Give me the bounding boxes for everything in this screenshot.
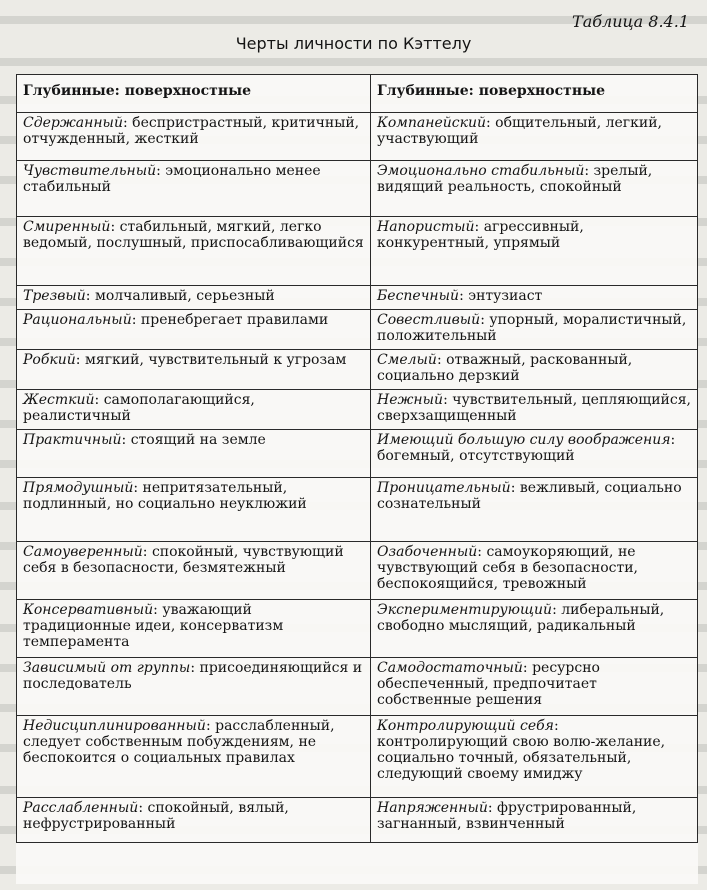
trait-description: общительный, легкий, участвующий xyxy=(377,115,663,147)
trait-cell-right xyxy=(371,217,698,286)
table-row xyxy=(17,161,698,217)
trait-separator: : xyxy=(94,392,104,408)
trait-term: Озабоченный xyxy=(377,544,478,560)
table-row xyxy=(17,716,698,798)
trait-description: вежливый, социально сознательный xyxy=(377,480,682,512)
trait-term: Жесткий xyxy=(23,392,95,408)
trait-description: отважный, раскованный, социально дерзкий xyxy=(377,352,633,384)
trait-cell-right xyxy=(371,390,698,430)
trait-separator: : xyxy=(138,800,148,816)
trait-term: Самодостаточный xyxy=(377,660,523,676)
table-row xyxy=(17,217,698,286)
trait-term: Напористый xyxy=(377,219,475,235)
trait-description: спокойный, вялый, нефрустрированный xyxy=(23,800,289,832)
trait-cell-left xyxy=(17,310,371,350)
table-row xyxy=(17,350,698,390)
table-row xyxy=(17,390,698,430)
trait-cell-left xyxy=(17,113,371,161)
table-row xyxy=(17,798,698,843)
trait-cell-left xyxy=(17,600,371,658)
table-row xyxy=(17,658,698,716)
trait-cell-right xyxy=(371,600,698,658)
trait-term: Зависимый от группы xyxy=(23,660,191,676)
trait-term: Сдержанный xyxy=(23,115,123,131)
trait-description: агрессивный, конкурентный, упрямый xyxy=(377,219,584,251)
header-right: Глубинные: поверхностные xyxy=(371,75,698,113)
trait-cell-right xyxy=(371,716,698,798)
trait-term: Прямодушный xyxy=(23,480,134,496)
trait-cell-right xyxy=(371,430,698,478)
trait-term: Самоуверенный xyxy=(23,544,143,560)
trait-term: Эмоционально стабильный xyxy=(377,163,585,179)
table-row xyxy=(17,600,698,658)
trait-description: стоящий на земле xyxy=(130,432,266,448)
trait-separator: : xyxy=(584,163,594,179)
traits-table-body xyxy=(17,113,698,843)
trait-term: Компанейский xyxy=(377,115,486,131)
trait-separator: : xyxy=(122,115,133,131)
trait-separator: : xyxy=(121,432,131,448)
trait-cell-left xyxy=(17,217,371,286)
trait-description: пренебрегает правилами xyxy=(140,312,329,328)
trait-separator: : xyxy=(75,352,85,368)
trait-cell-left xyxy=(17,478,371,542)
trait-description: уважающий традиционные идеи, консерватизм темперамента xyxy=(23,602,284,650)
trait-cell-left xyxy=(17,390,371,430)
trait-description: эмоционально менее стабильный xyxy=(23,163,321,195)
trait-separator: : xyxy=(85,288,95,304)
trait-term: Недисциплинированный xyxy=(23,718,206,734)
trait-term: Смелый xyxy=(377,352,437,368)
trait-separator: : xyxy=(142,544,152,560)
trait-description: самоукоряющий, не чувствующий себя в безопасности, беспокоящийся, тревожный xyxy=(377,544,638,592)
trait-cell-left xyxy=(17,350,371,390)
trait-cell-right xyxy=(371,286,698,310)
trait-separator: : xyxy=(190,660,200,676)
traits-table xyxy=(16,74,698,843)
trait-term: Чувствительный xyxy=(23,163,157,179)
trait-cell-right xyxy=(371,658,698,716)
table-row xyxy=(17,113,698,161)
trait-cell-right xyxy=(371,478,698,542)
trait-cell-right xyxy=(371,161,698,217)
header-row xyxy=(17,75,698,113)
table-caption: Таблица 8.4.1 xyxy=(572,12,689,31)
trait-description: фрустрированный, загнанный, взвинченный xyxy=(377,800,637,832)
trait-separator: : xyxy=(487,800,498,816)
trait-cell-left xyxy=(17,658,371,716)
trait-term: Смиренный xyxy=(23,219,111,235)
trait-description: присоединяющийся и последователь xyxy=(23,660,363,692)
trait-description: мягкий, чувствительный к угрозам xyxy=(84,352,347,368)
trait-separator: : xyxy=(205,718,216,734)
trait-cell-right xyxy=(371,310,698,350)
trait-cell-left xyxy=(17,798,371,843)
table-row xyxy=(17,430,698,478)
trait-cell-left xyxy=(17,161,371,217)
trait-description: расслабленный, следует собственным побуждениям, не беспокоится о социальных правилах xyxy=(23,718,335,766)
traits-table-container xyxy=(16,74,698,884)
trait-cell-left xyxy=(17,542,371,600)
trait-description: стабильный, мягкий, легко ведомый, послушный, приспосабливающийся xyxy=(23,219,364,251)
header-left: Глубинные: поверхностные xyxy=(17,75,371,113)
trait-term: Практичный xyxy=(23,432,122,448)
trait-description: контролирующий свою волю-желание, социально точный, обязательный, следующий своему имиджу xyxy=(377,734,666,782)
trait-description: непритязательный, подлинный, но социально неуклюжий xyxy=(23,480,307,512)
trait-separator: : xyxy=(477,544,487,560)
trait-separator: : xyxy=(480,312,490,328)
trait-term: Нежный xyxy=(377,392,444,408)
trait-term: Рациональный xyxy=(23,312,132,328)
trait-description: богемный, отсутствующий xyxy=(377,448,575,464)
trait-separator: : xyxy=(510,480,520,496)
trait-description: энтузиаст xyxy=(468,288,543,304)
trait-cell-left xyxy=(17,286,371,310)
trait-separator: : xyxy=(110,219,120,235)
trait-cell-left xyxy=(17,716,371,798)
trait-separator: : xyxy=(153,602,163,618)
trait-separator: : xyxy=(436,352,447,368)
trait-separator: : xyxy=(156,163,166,179)
trait-description: самополагающийся, реалистичный xyxy=(23,392,255,424)
trait-description: спокойный, чувствующий себя в безопасности, безмятежный xyxy=(23,544,344,576)
trait-separator: : xyxy=(522,660,533,676)
trait-cell-right xyxy=(371,542,698,600)
trait-description: молчаливый, серьезный xyxy=(94,288,275,304)
trait-term: Контролирующий себя xyxy=(377,718,554,734)
trait-separator: : xyxy=(131,312,141,328)
trait-term: Экспериментирующий xyxy=(377,602,553,618)
trait-cell-right xyxy=(371,350,698,390)
trait-term: Имеющий большую силу воображения xyxy=(377,432,671,448)
trait-separator: : xyxy=(459,288,469,304)
trait-term: Трезвый xyxy=(23,288,86,304)
table-row xyxy=(17,310,698,350)
trait-description: ресурсно обеспеченный, предпочитает собственные решения xyxy=(377,660,600,708)
trait-cell-right xyxy=(371,113,698,161)
trait-separator: : xyxy=(553,718,559,734)
trait-cell-left xyxy=(17,430,371,478)
table-row xyxy=(17,542,698,600)
trait-term: Робкий xyxy=(23,352,76,368)
table-row xyxy=(17,478,698,542)
trait-description: упорный, моралистичный, положительный xyxy=(377,312,687,344)
trait-description: беспристрастный, критичный, отчужденный, жесткий xyxy=(23,115,360,147)
trait-separator: : xyxy=(474,219,484,235)
trait-description: либеральный, свободно мыслящий, радикальный xyxy=(377,602,665,634)
trait-term: Напряженный xyxy=(377,800,488,816)
trait-separator: : xyxy=(133,480,143,496)
trait-term: Расслабленный xyxy=(23,800,139,816)
table-row xyxy=(17,286,698,310)
trait-term: Беспечный xyxy=(377,288,460,304)
trait-term: Совестливый xyxy=(377,312,481,328)
trait-separator: : xyxy=(552,602,562,618)
trait-term: Проницательный xyxy=(377,480,511,496)
trait-separator: : xyxy=(443,392,453,408)
trait-term: Консервативный xyxy=(23,602,154,618)
trait-description: чувствительный, цепляющийся, сверхзащищенный xyxy=(377,392,691,424)
trait-separator: : xyxy=(670,432,676,448)
table-title: Черты личности по Кэттелу xyxy=(235,34,472,53)
trait-description: зрелый, видящий реальность, спокойный xyxy=(377,163,653,195)
trait-separator: : xyxy=(486,115,496,131)
trait-cell-right xyxy=(371,798,698,843)
